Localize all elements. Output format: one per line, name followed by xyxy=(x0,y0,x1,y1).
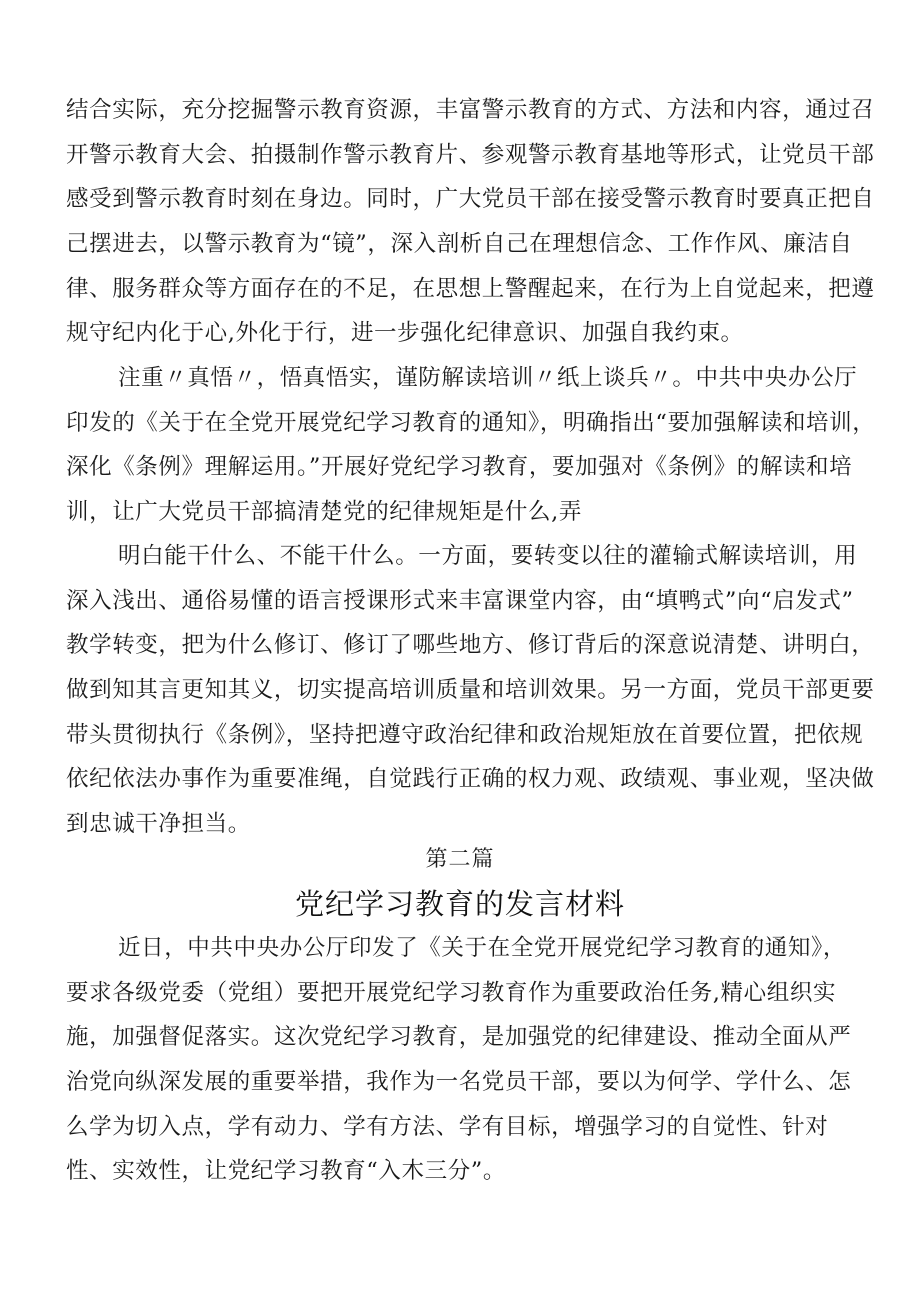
text-line: 性、实效性，让党纪学习教育“入木三分”。 xyxy=(66,1158,507,1185)
text-line: 明白能干什么、不能干什么。一方面，要转变以往的灌输式解读培训，用 xyxy=(118,543,858,569)
text-line: 做到知其言更知其义，切实提高培训质量和培训效果。另一方面，党员干部更要 xyxy=(66,677,875,704)
text-line: 治党向纵深发展的重要举措，我作为一名党员干部，要以为何学、学什么、怎 xyxy=(66,1069,852,1096)
text-line: 近日，中共中央办公厅印发了《关于在全党开展党纪学习教育的通知》， xyxy=(118,935,846,961)
text-line: 施，加强督促落实。这次党纪学习教育，是加强党的纪律建设、推动全面从严 xyxy=(66,1024,852,1051)
text-line: 训，让广大党员干部搞清楚党的纪律规矩是什么,弄 xyxy=(66,499,582,526)
text-line: 到忠诚干净担当。 xyxy=(66,811,251,838)
text-line: 结合实际，充分挖掘警示教育资源，丰富警示教育的方式、方法和内容，通过召 xyxy=(66,97,875,123)
text-line: 教学转变，把为什么修订、修订了哪些地方、修订背后的深意说清楚、讲明白， xyxy=(66,632,875,659)
section-title: 党纪学习教育的发言材料 xyxy=(294,887,625,921)
paragraph-1 xyxy=(66,88,875,356)
paragraph-4 xyxy=(66,926,866,1194)
paragraph-3 xyxy=(66,534,875,847)
text-line: 么学为切入点，学有动力、学有方法、学有目标，增强学习的自觉性、针对 xyxy=(66,1113,829,1140)
text-line: 己摆进去，以警示教育为“镜”，深入剖析自己在理想信念、工作作风、廉洁自 xyxy=(66,231,853,258)
text-line: 规守纪内化于心,外化于行，进一步强化纪律意识、加强自我约束。 xyxy=(66,320,744,347)
text-line: 要求各级党委（党组）要把开展党纪学习教育作为重要政治任务,精心组织实 xyxy=(66,979,837,1006)
text-line: 开警示教育大会、拍摄制作警示教育片、参观警示教育基地等形式，让党员干部 xyxy=(66,141,875,168)
paragraph-2 xyxy=(66,356,876,535)
section-label: 第二篇 xyxy=(425,847,495,872)
text-line: 深入浅出、通俗易懂的语言授课形式来丰富课堂内容，由“填鸭式”向“启发式” xyxy=(66,587,854,614)
text-line: 深化《条例》理解运用。”开展好党纪学习教育，要加强对《条例》的解读和培 xyxy=(66,454,853,481)
text-line: 印发的《关于在全党开展党纪学习教育的通知》，明确指出“要加强解读和培训， xyxy=(66,409,876,436)
text-line: 依纪依法办事作为重要准绳，自觉践行正确的权力观、政绩观、事业观，坚决做 xyxy=(66,766,875,793)
text-line: 感受到警示教育时刻在身边。同时，广大党员干部在接受警示教育时要真正把自 xyxy=(66,186,875,213)
text-line: 律、服务群众等方面存在的不足，在思想上警醒起来，在行为上自觉起来，把遵 xyxy=(66,275,875,302)
text-line: 带头贯彻执行《条例》，坚持把遵守政治纪律和政治规矩放在首要位置，把依规 xyxy=(66,721,864,748)
text-line: 注重〃真悟〃，悟真悟实，谨防解读培训〃纸上谈兵〃。中共中央办公厅 xyxy=(118,365,858,391)
